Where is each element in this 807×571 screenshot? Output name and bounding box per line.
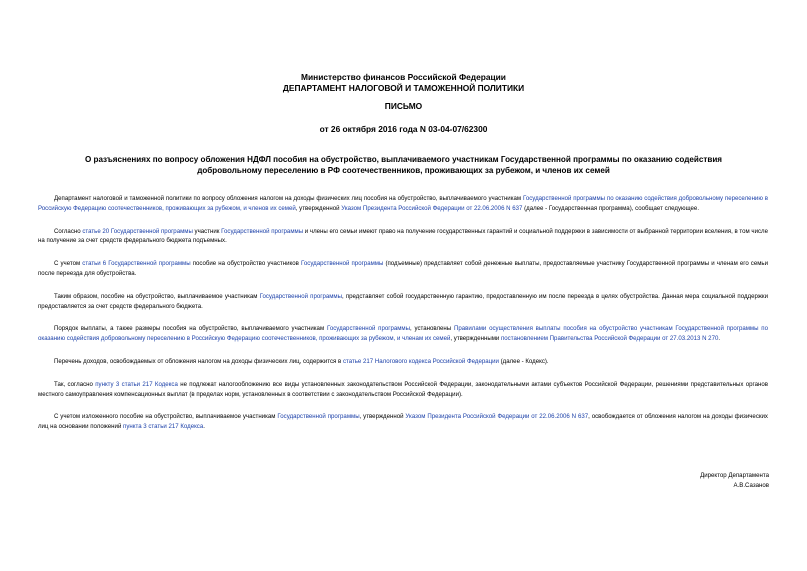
subject-line: О разъяснениях по вопросу обложения НДФЛ пособия на обустройство, выплачиваемого участникам Государственной программы по оказанию содействия (84, 155, 723, 164)
document-link[interactable]: постановлением Правительства Российской Федерации от 27.03.2013 N 270 (500, 335, 719, 343)
paragraph-text: , представляет собой государственную гарантию, предоставленную им после переезда в целях обустройства. Данная мера социальной поддержки предоставляется за счет средств федерального бюджета. (38, 292, 768, 310)
document-header (0, 72, 807, 94)
paragraph-text: (далее - Кодекс). (498, 357, 549, 365)
document-subject (60, 154, 747, 176)
body-paragraph (38, 194, 768, 214)
paragraph-text: С учетом (54, 260, 83, 268)
paragraph-text: Порядок выплаты, а также размеры пособия на обустройство, выплачиваемого участникам (54, 325, 327, 333)
document-link[interactable]: Государственной программы (326, 325, 410, 333)
signer-name: А.В.Сазанов (733, 481, 769, 489)
body-paragraph (38, 412, 768, 432)
document-link[interactable]: Государственной программы (259, 292, 343, 300)
body-paragraph (38, 259, 768, 279)
paragraph-text: , утвержденной (295, 204, 342, 212)
document-link[interactable]: статьи 6 Государственной программы (82, 260, 191, 268)
ministry-name: Министерство финансов Российской Федерации (301, 72, 506, 82)
document-link[interactable]: Указом Президента Российской Федерации от 22.06.2006 N 637 (405, 413, 589, 421)
department-name: ДЕПАРТАМЕНТ НАЛОГОВОЙ И ТАМОЖЕННОЙ ПОЛИТИКИ (282, 83, 525, 93)
document-date-number: от 26 октября 2016 года N 03-04-07/62300 (319, 124, 488, 134)
document-link[interactable]: Правилами осуществления выплаты пособия на обустройство участникам Государственной программы по оказанию содействия добровольному переселению в Российскую Федерацию соотечественников, проживающих за рубежом, и членам их семей (38, 325, 768, 343)
paragraph-text: Департамент налоговой и таможенной политики по вопросу обложения налогом на доходы физических лиц пособия на обустройство, выплачиваемого участникам (54, 195, 523, 202)
paragraph-text: Таким образом, пособие на обустройство, выплачиваемое участникам (54, 292, 260, 300)
paragraph-text: участник (192, 227, 222, 235)
signer-position: Директор Департамента (700, 472, 769, 479)
document-link[interactable]: Государственной программы (301, 260, 384, 268)
paragraph-text: Перечень доходов, освобождаемых от обложения налогом на доходы физических лиц, содержится в (54, 357, 343, 365)
paragraph-text: (далее - Государственная программа), сообщает следующее. (522, 204, 700, 212)
signature-block (700, 471, 769, 490)
document-link[interactable]: пункту 3 статьи 217 Кодекса (95, 380, 178, 388)
body-paragraph (38, 324, 768, 344)
paragraph-text: Так, согласно (54, 380, 96, 388)
document-type: ПИСЬМО (384, 101, 423, 111)
paragraph-text: . (718, 335, 721, 343)
body-paragraph (38, 292, 768, 312)
paragraph-text: не подлежат налогообложению все виды установленных законодательством Российской Федерации, законодательными актами субъектов Российской Федерации, решениями представительных органов местного самоуправления компенсационных выплат (в пределах норм, установленных в соответствии с законодательством Российской Федерации). (38, 380, 768, 398)
body-paragraph (38, 227, 768, 247)
document-link[interactable]: Государственной программы (221, 227, 304, 235)
paragraph-text: , утвержденными (450, 335, 501, 343)
paragraph-text: , установлены (410, 325, 454, 333)
paragraph-text: и члены его семьи имеют право на получение государственных гарантий и социальной поддержки в зависимости от выбранной территории вселения, в том числе на получение за счет средств федерального бюджета подъемных. (38, 227, 768, 245)
document-link[interactable]: статье 20 Государственной программы (82, 227, 193, 235)
document-link[interactable]: статье 217 Налогового кодекса Российской Федерации (342, 357, 499, 365)
paragraph-text: С учетом изложенного пособие на обустройство, выплачиваемое участникам (54, 413, 278, 421)
paragraph-text: , освобождается от обложения налогом на доходы физических лиц на основании положений (38, 413, 768, 431)
paragraph-text: Согласно (54, 227, 83, 235)
paragraph-text: пособие на обустройство участников (190, 260, 301, 268)
body-paragraph (38, 380, 768, 400)
subject-line: добровольному переселению в РФ соотечественников, проживающих за рубежом, и членов их семей (197, 166, 610, 175)
paragraph-text: . (203, 423, 205, 431)
document-link[interactable]: Государственной программы по оказанию содействия добровольному переселению в Российскую Федерацию соотечественников, проживающих за рубежом, и членов их семей (38, 195, 768, 212)
document-link[interactable]: Государственной программы (277, 413, 360, 421)
body-paragraph (38, 357, 768, 367)
document-body (38, 194, 768, 445)
document-link[interactable]: пункта 3 статьи 217 Кодекса (123, 423, 204, 431)
document-link[interactable]: Указом Президента Российской Федерации от 22.06.2006 N 637 (341, 204, 523, 212)
paragraph-text: , утвержденной (359, 413, 406, 421)
paragraph-text: (подъемные) представляет собой денежные выплаты, предоставляемые участнику Государственной программы и членам его семьи после переезда для обустройства. (38, 260, 769, 277)
